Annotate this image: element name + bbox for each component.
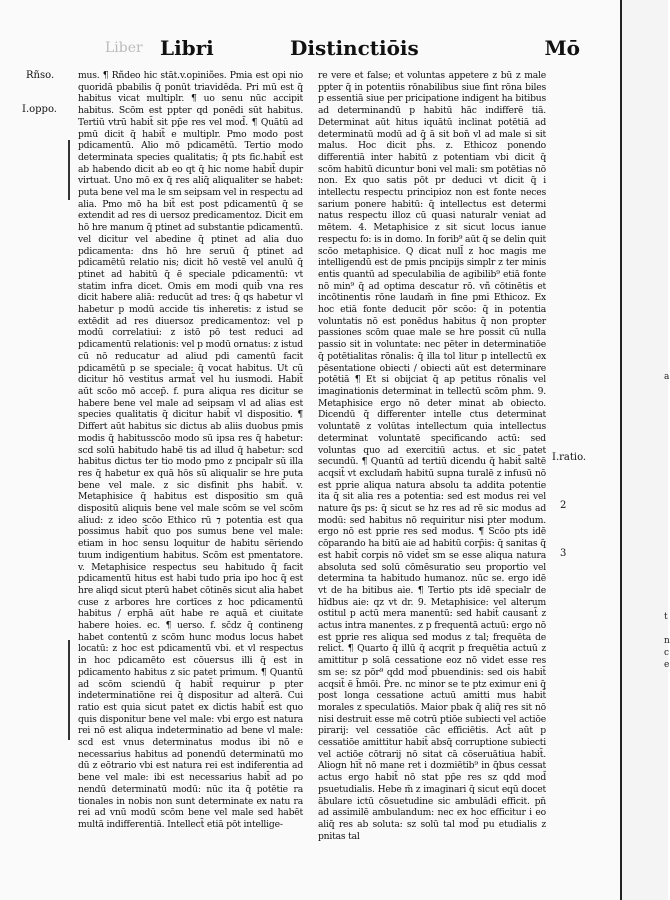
text-column-left <box>78 70 303 860</box>
text-column-right <box>318 70 546 860</box>
margin-note-2: 2 <box>560 500 567 511</box>
marginal-bracket <box>68 140 70 200</box>
margin-note-3: 3 <box>560 548 567 559</box>
margin-note-oppo: I.oppo. <box>22 104 57 115</box>
edge-letter: n <box>664 636 670 646</box>
edge-letter: a <box>664 372 670 382</box>
margin-note-ratio: I.ratio. <box>552 452 587 463</box>
running-head-right: Mō <box>544 36 580 60</box>
marginal-bracket <box>68 640 70 740</box>
column-paragraph: re vere et false; et voluntas appetere z bū z male ppter q̄ in potentiis rōnabilibus siue fint rōna biles p essentiā siue per pricipatione indigent ha bitibus ad determinandū p habitū hāc indifferē tiā. Determinat aūt hitus iquātū inclinat potētiā ad determinatū modū ad q̄ ā sit bon̄ vl ad male si sit malus. Hoc dicit ph̄s. z. Ethicoz ponendo differentiā inter habitū z potentiam vbi dicit q̄ scōm habitū dicuntur boni vel mali: sm potētias nō non. Ex quo satis pōt pr deduci vt dicit q̄ i intellectu respectu principioz non est fonte neces sarium ponere habitū: q̄ intellectus est determi natus respectu illoz cū quasi naturalr veniat ad mētem. 4. Metaphisice z sit sicut locus ianue respectu fo: is in domo. In forib⁹ aūt q̄ se delin quit scōo metaphisice. Q dicat null̄ z hoc magis me intelligendū est de pmis pncipijs simplr z ter minis entis quantū ad speculabilia de agibilib⁹ etiā fonte nō min⁹ q̄ ad optima descatur rō. vñ cōtinētis et incōtinentis rōne laudam̄ in fine pmi Ethicoz. Ex hoc etiā fonte deducit pōr scōo: q̄ in potentia voluntatis nō est ponēdus habitus q̄ non propter passiones scōm quae male se hre possit cū nulla passio sit in voluntate: nec pēter in determinatiōe q̄ potētialitas rōnalis: q̄ illa tol litur p intellectū ex pēsentatione obiecti / obiecti aūt est determinare potētiā ¶ Et si obijciat q̄ ap petitus rōnalis vel imaginationis determinat in tellectū scōm phm. 9. Metaphisice ergo nō deter minat ab obiecto. Dicendū q̄ differenter intelle ctus determinat voluntatē z volūtas intellectum quia intellectus determinat voluntatē specificando actū: sed voluntas quo ad exercitiū actus. et sic patet secundū. ¶ Quantū ad tertiū dicendu q̄ habit̄ saltē acqsit̄ vt excludam̄ habitū supna turalē z infusū nō est pprie aliqua natura absolu ta addita potentie ita q̄ sit alia res a potentia: sed est modus rei vel nature q̄s ps: q̄ sicut se hz res ad rē sic modus ad modū: sed habitus nō requiritur nisi pter modum. ergo nō est pprie res sed modus. ¶ Scōo pts idē cōparando ha bitū aie ad habitū corp̄is: q̄ sanitas q̄ est habit̄ corpis nō videt̄ sm se esse aliqua natura absoluta sed solū cōmēsuratio seu proportio vel determina ta habitudo humanoz. nūc se. ergo idē vt de ha bitibus aie. ¶ Tertio pts idē specialr de hīdbus aie: qz vt dr. 9. Metaphisice: vel alterum ostitul p actū mera manentū: sed habit̄ causant̄ z actus intra manentes. z p frequentā actuū: ergo nō est pprie res aliqua sed modus z tal; frequēta de relict̄. ¶ Quarto q̄ illū q̄ acqrit p frequētia actuū z amittitur p solā cessatione eoz nō videt esse res sm se: sz pōr⁹ qdd mod̄ pbuendinis: sed ois habit̄ acqsit̄ ē h̄mōi. Ṗre. nc minor se te ptz eximur eni q̄ post longa cessatione actuū amitti mus habit̄ morales z speculatiōs. Maior pbak q̄ aliq̄ res sit nō nisi destruit esse mē cotrū ptiōe subiecti vel actiōe pirarij: vel cessatiōe cāc efficiētis. Act̄ aūt p cessatiōe amittitur habit̄ absq̄ corruptione subiecti vel actiōe cōtrarij nō sitat cā cōseruātiua habit̄. Aliogn hīt̄ nō mane ret i dozmiētib⁹ in q̄bus cessat actus ergo habit̄ nō stat pp̄e res sz qdd mod̄ psuetudialis. Hebe m̄ z imaginari q̄ sicut eqū docet ābulare ictū cōsuetudine sic ambulādi efficit. pn̄ ad assimilē ambulandum: nec ex hoc efficitur i eo aliq̄ res ab soluta: sz solū tal mod̄ pu etudialis z pnitas tal <box>318 70 546 842</box>
running-head-center: Distinctiōis <box>290 36 419 60</box>
column-paragraph: mus. ¶ Rñdeo hic stāt.v.opiniões. Pmia est opi nio quoridā pbabilis q̄ ponūt triavidēda. Pri mū est q̄ habitus vicat multiplr. ¶ uo senu nūc accipit habitus. Scōm est ppter qd ponēdi sūt habitus. Tertiū vtrū habit̄ sit pp̄e res vel mod̄. ¶ Quātū ad pmū dicit q̄ habit̄ e multiplr. Pmo modo post pdicamentū. Alio mō pdicamētū. Tertio modo determinata species qualitatis; q̄ pts fic.habit̄ est ab habendo dicit ab eo qt q̄ hic nome habit̄ dupir virtuat. Uno mō ex q̄ res aliq̄ aliqualiter se habet: puta bene vel ma le sm seipsam vel in respectu ad alia. Pmo mō ha bit̄ est post pdicamentū q̄ se extendit ad res di uersoz predicamentoz. Dicit em hō hre manum q̄ ptinet ad substantie pdicamentū. vel dicitur vel abedine q̄ ptinet ad alia duo pdicamenta: dns hō hre seruū q̄ ptinet ad pdicamētū relatio nis; dicit hō vestē vel anulū q̄ ptinet ad habitū q̄ ē speciale pdicamentū: vt statim infra dicet. Omis em modi quib̄ vna res dicit habere aliā: reducūt ad tres: q̄ qs habetur vl habetur p modū accide tis inheretis: z istud se extēdit ad res diuersoz predicamentoz: vel p modū correlatiui: z istō pō test reduci ad pdicamentū relationis: vel p modū ornatus: z istud cū nō reducatur ad aliud pdi camentū facit pdicamētū p se speciale: q̄ vocat habitus. Ut cū dicitur hō vestitus armat̄ vel hu iusmodi. Habit̄ aūt scōo mō accep̄. f. pura aliqua res dicitur se habere bene vel male ad seipsam vl ad alias est species qualitatis q̄ dicitur habit̄ vl dispositio. ¶ Differt aūt habitus sic dictus ab aliis duobus pmis modis q̄ habitusscōo modo sū ipsa res q̄ habetur: scd solū habitudo habē tis ad illud q̄ habetur: scd habitus dictus ter tio modo pmo z pncipalr sū illa res q̄ habetur ex quā hōs sū aliqualir se hre puta bene vel male. z sic disfinit phs habit̄. v. Metaphisice q̄ habitus est dispositio sm quā dispositū aliquis bene vel male scōm se vel scōm aliud: z ideo scōo Ethico rū ⁊ potentia est qua possimus habit̄ quo pos sumus bene vel male: etiam in hoc sensu loquitur de habitu sēriendo tuum indigentium habitus. Scōm est pmentatore. v. Metaphisice respectus seu habitudo q̄ facit pdicamentū hitus est habi tudo pria ipo hoc q̄ est hre aliqd sicut pterū habet cōtinēs sicut alia habet cuse z arbores hre cortīces z hoc pdicamentū habitus / erphā aūt habe re aquā et ciuitate habere hoies. ec. ¶ uerso. f. sc̄dz q̄ contineng habet contentū z scōm hunc modus locus habet locatū: z hoc est pdicamentū vbi. et vl respectus in hoc pdicamēto est cōuersus illi q̄ est in pdicamento habitus z sic patet primum. ¶ Quantū ad scōm sciendū q̄ habit̄ requirur p pter indeterminatiōne rei q̄ dispositur ad alterā. Cui ratio est quia sicut patet ex dictis habit̄ est quo quis disponitur bene vel male: vbi ergo est natura rei nō est aliqua indeterminatio ad bene vl male: scd est vnus determinatus modus ibi nō e necessarius habitus ad ponendū determinatū mo dū z eōtrario vbi est natura rei est indiferentia ad bene vel male: ibi est necessarius habit̄ ad po nendū determinatū modū: nūc ita q̄ potētie ra tionales in nobis non sunt determinate ex natu ra rei ad vnū modū scōm bene vel male sed habēt multā indifferentiā. Intellect̄ etiā pōt intellige- <box>78 70 303 830</box>
margin-note-rñso: Rñso. <box>26 70 55 81</box>
running-head-left: Libri <box>160 36 214 60</box>
edge-letter: c <box>664 648 670 658</box>
edge-letter: e <box>664 660 670 670</box>
running-head <box>60 36 580 66</box>
facing-page-edge <box>620 0 668 900</box>
edge-letter: t <box>664 612 668 622</box>
running-head-faint: Liber <box>105 40 143 56</box>
